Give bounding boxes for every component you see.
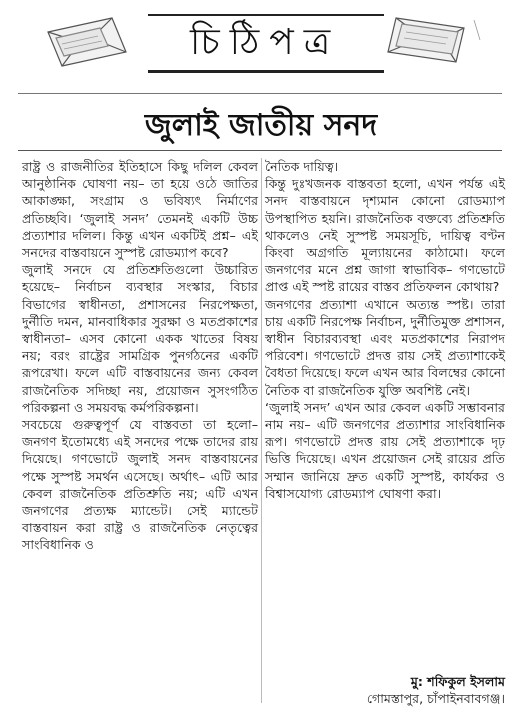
article-column-right xyxy=(265,158,505,502)
paragraph: ‘জুলাই সনদ’ এখন আর কেবল একটি সম্ভাবনার নাম নয়– এটি জনগণের প্রত্যাশার সাংবিধানিক রূপ। গণভোটে প্রদত্ত রায় সেই প্রত্যাশাকে দৃঢ় ভিত্তি দিয়েছে। এখন প্রয়োজন সেই রায়ের প্রতি সম্মান জানিয়ে দ্রুত একটি সুস্পষ্ট, কার্যকর ও বিশ্বাসযোগ্য রোডম্যাপ ঘোষণা করা। xyxy=(265,399,505,501)
article-headline: জুলাই জাতীয় সনদ xyxy=(144,108,378,143)
column-divider xyxy=(261,158,262,703)
paragraph: নৈতিক দায়িত্ব। xyxy=(265,159,339,174)
paragraph: কিন্তু দুঃখজনক বাস্তবতা হলো, এখন পর্যন্ত এই সনদ বাস্তবায়নে দৃশ্যমান কোনো রোডম্যাপ উপস্থাপিত হয়নি। রাজনৈতিক বক্তব্যে প্রতিশ্রুতি থাকলেও নেই সুস্পষ্ট সময়সূচি, দায়িত্ব বণ্টন কিংবা অগ্রগতি মূল্যায়নের কাঠামো। ফলে জনগণের মনে প্রশ্ন জাগা স্বাভাবিক– গণভোটে প্রাপ্ত এই স্পষ্ট রায়ের বাস্তব প্রতিফলন কোথায়? xyxy=(265,176,505,295)
author-location: গোমস্তাপুর, চাঁপাইনবাবগঞ্জ। xyxy=(366,691,505,706)
envelope-icon xyxy=(42,12,134,70)
headline-divider xyxy=(18,150,502,151)
paragraph: সবচেয়ে গুরুত্বপূর্ণ যে বাস্তবতা তা হলো– জনগণ ইতোমধ্যে এই সনদের পক্ষে তাদের রায় দিয়েছে। গণভোটে জুলাই সনদ বাস্তবায়নের পক্ষে সুস্পষ্ট সমর্থন এসেছে। অর্থাৎ– এটি আর কেবল রাজনৈতিক প্রতিশ্রুতি নয়; এটি এখন জনগণের প্রত্যক্ষ ম্যান্ডেট। সেই ম্যান্ডেট বাস্তবায়ন করা রাষ্ট্র ও রাজনৈতিক নেতৃত্বের সাংবিধানিক ও xyxy=(22,417,258,553)
title-rule-bottom xyxy=(148,70,384,73)
author-name: মু: শফিকুল ইসলাম xyxy=(410,674,505,689)
title-rule-top xyxy=(148,14,384,16)
paragraph: জুলাই সনদে যে প্রতিশ্রুতিগুলো উচ্চারিত হয়েছে– নির্বাচন ব্যবস্থার সংস্কার, বিচার বিভাগের স্বাধীনতা, প্রশাসনের নিরপেক্ষতা, দুর্নীতি দমন, মানবাধিকার সুরক্ষা ও মতপ্রকাশের স্বাধীনতা– এসব কোনো একক খাতের বিষয় নয়; বরং রাষ্ট্রের সামগ্রিক পুনর্গঠনের একটি রূপরেখা। ফলে এটি বাস্তবায়নের জন্য কেবল রাজনৈতিক সদিচ্ছা নয়, প্রয়োজন সুসংগঠিত পরিকল্পনা ও সময়বদ্ধ কর্মপরিকল্পনা। xyxy=(22,262,258,415)
envelope-icon xyxy=(386,10,482,70)
paragraph: রাষ্ট্র ও রাজনীতির ইতিহাসে কিছু দলিল কেবল আনুষ্ঠানিক ঘোষণা নয়– তা হয়ে ওঠে জাতির আকাঙ্ক্ষা, সংগ্রাম ও ভবিষ্যৎ নির্মাণের প্রতিচ্ছবি। ‘জুলাই সনদ’ তেমনই একটি উচ্চ প্রত্যাশার দলিল। কিন্তু এখন একটিই প্রশ্ন– এই সনদের বাস্তবায়নে সুস্পষ্ট রোডম্যাপ কবে? xyxy=(22,159,258,261)
article-column-left xyxy=(22,158,258,554)
header-divider xyxy=(18,93,502,94)
section-title: চিঠিপত্র xyxy=(190,22,341,63)
paragraph: জনগণের প্রত্যাশা এখানে অত্যন্ত স্পষ্ট। তারা চায় একটি নিরপেক্ষ নির্বাচন, দুর্নীতিমুক্ত প্রশাসন, স্বাধীন বিচারব্যবস্থা এবং মতপ্রকাশের নিরাপদ পরিবেশ। গণভোটে প্রদত্ত রায় সেই প্রত্যাশাকেই বৈধতা দিয়েছে। ফলে এখন আর বিলম্বের কোনো নৈতিক বা রাজনৈতিক যুক্তি অবশিষ্ট নেই। xyxy=(265,296,506,398)
